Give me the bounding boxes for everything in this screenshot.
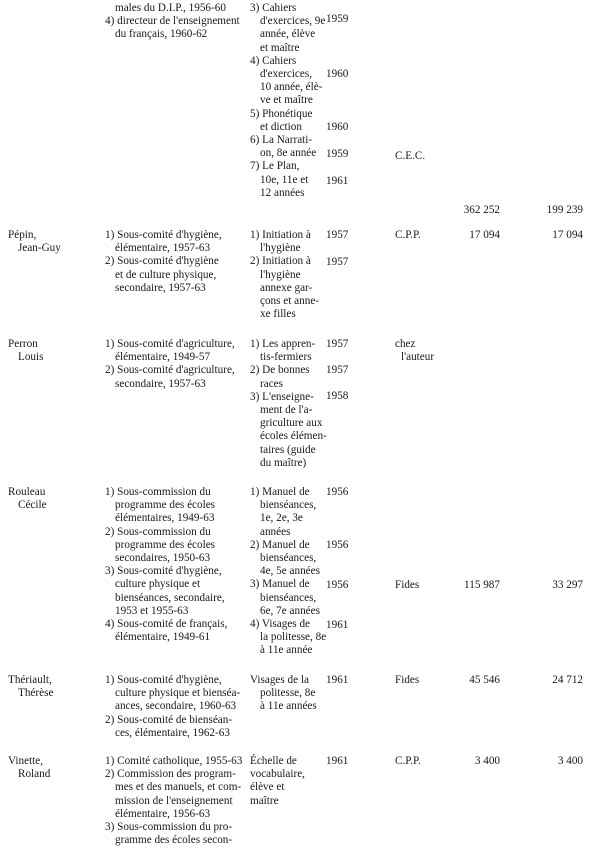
copies-printed: 3 400 bbox=[474, 755, 500, 767]
author-name: Rouleau Cécile bbox=[8, 486, 47, 512]
copies-sold: 24 712 bbox=[552, 674, 583, 686]
works-cell bbox=[250, 229, 322, 321]
works-cell bbox=[250, 486, 327, 658]
committee-item: 4) directeur de l'enseignement du français, 1960-62 bbox=[105, 15, 240, 41]
works-cell bbox=[250, 2, 326, 200]
copies-printed: 362 252 bbox=[463, 204, 500, 216]
work-item: 4) Cahiers d'exercices, 10 année, élè- ve et maître bbox=[250, 54, 323, 107]
work-item: 4) Visages de la politesse, 8e à 11e année bbox=[250, 618, 327, 657]
committee-item: 1) Sous-commission du programme des écoles élémentaires, 1949-63 bbox=[105, 486, 216, 525]
year: 1957 bbox=[326, 256, 349, 268]
committee-item: 2) Sous-comité d'agriculture, secondaire, 1957-63 bbox=[105, 364, 235, 390]
committees-cell bbox=[105, 674, 250, 740]
publisher-cell: C.E.C. bbox=[395, 150, 426, 162]
year: 1957 bbox=[326, 364, 349, 376]
work-item: 7) Le Plan, 10e, 11e et 12 années bbox=[250, 160, 309, 199]
work-item: 2) Manuel de bienséances, 4e, 5e années bbox=[250, 538, 320, 578]
work-item: Visages de la politesse, 8e à 11e années bbox=[250, 674, 317, 713]
work-item: 1) Initiation à l'hygiène bbox=[250, 229, 311, 255]
copies-sold: 33 297 bbox=[552, 579, 583, 591]
work-item: 1) Manuel de bienséances, 1e, 2e, 3e années bbox=[250, 486, 317, 538]
work-item: 5) Phonétique et diction bbox=[250, 107, 313, 133]
publisher-cell: chez l'auteur bbox=[395, 338, 435, 364]
year: 1959 bbox=[326, 13, 349, 25]
committees-cell bbox=[105, 486, 250, 644]
work-item: 1) Les appren- tis-fermiers bbox=[250, 338, 316, 364]
works-cell bbox=[250, 674, 322, 714]
copies-printed: 45 546 bbox=[469, 674, 500, 686]
committee-item: 1) Sous-comité d'agriculture, élémentaire, 1949-57 bbox=[105, 338, 235, 364]
publisher-cell: Fides bbox=[395, 674, 420, 686]
year: 1956 bbox=[326, 539, 349, 551]
year: 1957 bbox=[326, 229, 349, 241]
committee-item: males du D.I.P., 1956-60 bbox=[115, 2, 226, 14]
author-name: Pépin, Jean-Guy bbox=[8, 229, 61, 255]
works-cell bbox=[250, 338, 327, 470]
committee-item: 2) Sous-comité de bienséan- ces, élémentaire, 1962-63 bbox=[105, 713, 233, 739]
committee-item: 1) Sous-comité d'hygiène, culture physique et bienséa- ances, secondaire, 1960-63 bbox=[105, 674, 241, 713]
year: 1960 bbox=[326, 121, 349, 133]
work-item: 3) Manuel de bienséances, 6e, 7e années bbox=[250, 578, 320, 617]
year: 1956 bbox=[326, 579, 349, 591]
committee-item: 2) Sous-commission du programme des écoles secondaires, 1950-63 bbox=[105, 525, 216, 565]
year: 1961 bbox=[326, 175, 349, 187]
copies-sold: 199 239 bbox=[546, 204, 583, 216]
author-name: Vinette, Roland bbox=[8, 755, 51, 781]
work-item: 6) La Narrati- on, 8e année bbox=[250, 134, 317, 160]
work-item: 3) Cahiers d'exercices, 9e année, élève et maître bbox=[250, 2, 326, 54]
publisher-cell: Fides bbox=[395, 579, 420, 591]
committees-cell bbox=[105, 229, 250, 295]
copies-printed: 17 094 bbox=[469, 229, 500, 241]
work-item: 3) L'enseigne- ment de l'a- griculture aux écoles élémen- taires (guide du maître) bbox=[250, 390, 327, 469]
author-name: Perron Louis bbox=[8, 338, 44, 364]
author-name: Thériault, Thérèse bbox=[8, 674, 54, 700]
year: 1956 bbox=[326, 486, 349, 498]
committee-item: 3) Sous-commission du pro- gramme des écoles secon- bbox=[105, 821, 233, 847]
copies-printed: 115 987 bbox=[464, 579, 500, 591]
copies-sold: 17 094 bbox=[552, 229, 583, 241]
committee-item: 4) Sous-comité de français, élémentaire, 1949-61 bbox=[105, 618, 228, 644]
committee-item: 2) Sous-comité d'hygiène et de culture physique, secondaire, 1957-63 bbox=[105, 255, 219, 294]
work-item: 2) Initiation à l'hygiène annexe gar- çons et anne- xe filles bbox=[250, 255, 320, 321]
year: 1959 bbox=[326, 148, 349, 160]
work-item: 2) De bonnes races bbox=[250, 364, 310, 390]
publisher-cell: C.P.P. bbox=[395, 755, 421, 767]
works-cell bbox=[250, 755, 322, 808]
year: 1960 bbox=[326, 68, 349, 80]
committee-item: 1) Sous-comité d'hygiène, élémentaire, 1957-63 bbox=[105, 229, 222, 255]
copies-sold: 3 400 bbox=[557, 755, 583, 767]
year: 1958 bbox=[326, 390, 349, 402]
year: 1961 bbox=[326, 619, 349, 631]
committees-cell bbox=[105, 338, 250, 391]
committee-item: 3) Sous-comité d'hygiène, culture physique et bienséances, secondaire, 1953 et 1955-63 bbox=[105, 565, 225, 617]
committee-item: 1) Comité catholique, 1955-63 bbox=[105, 755, 243, 767]
year: 1957 bbox=[326, 338, 349, 350]
work-item: Échelle de vocabulaire, élève et maître bbox=[250, 755, 305, 807]
committee-item: 2) Commission des program- mes et des manuels, et com- mission de l'enseignement élémentaire, 1956-63 bbox=[105, 768, 242, 820]
committees-cell bbox=[105, 755, 250, 847]
publisher-cell: C.P.P. bbox=[395, 229, 421, 241]
year: 1961 bbox=[326, 755, 349, 767]
committees-cell bbox=[105, 2, 250, 42]
year: 1961 bbox=[326, 674, 349, 686]
